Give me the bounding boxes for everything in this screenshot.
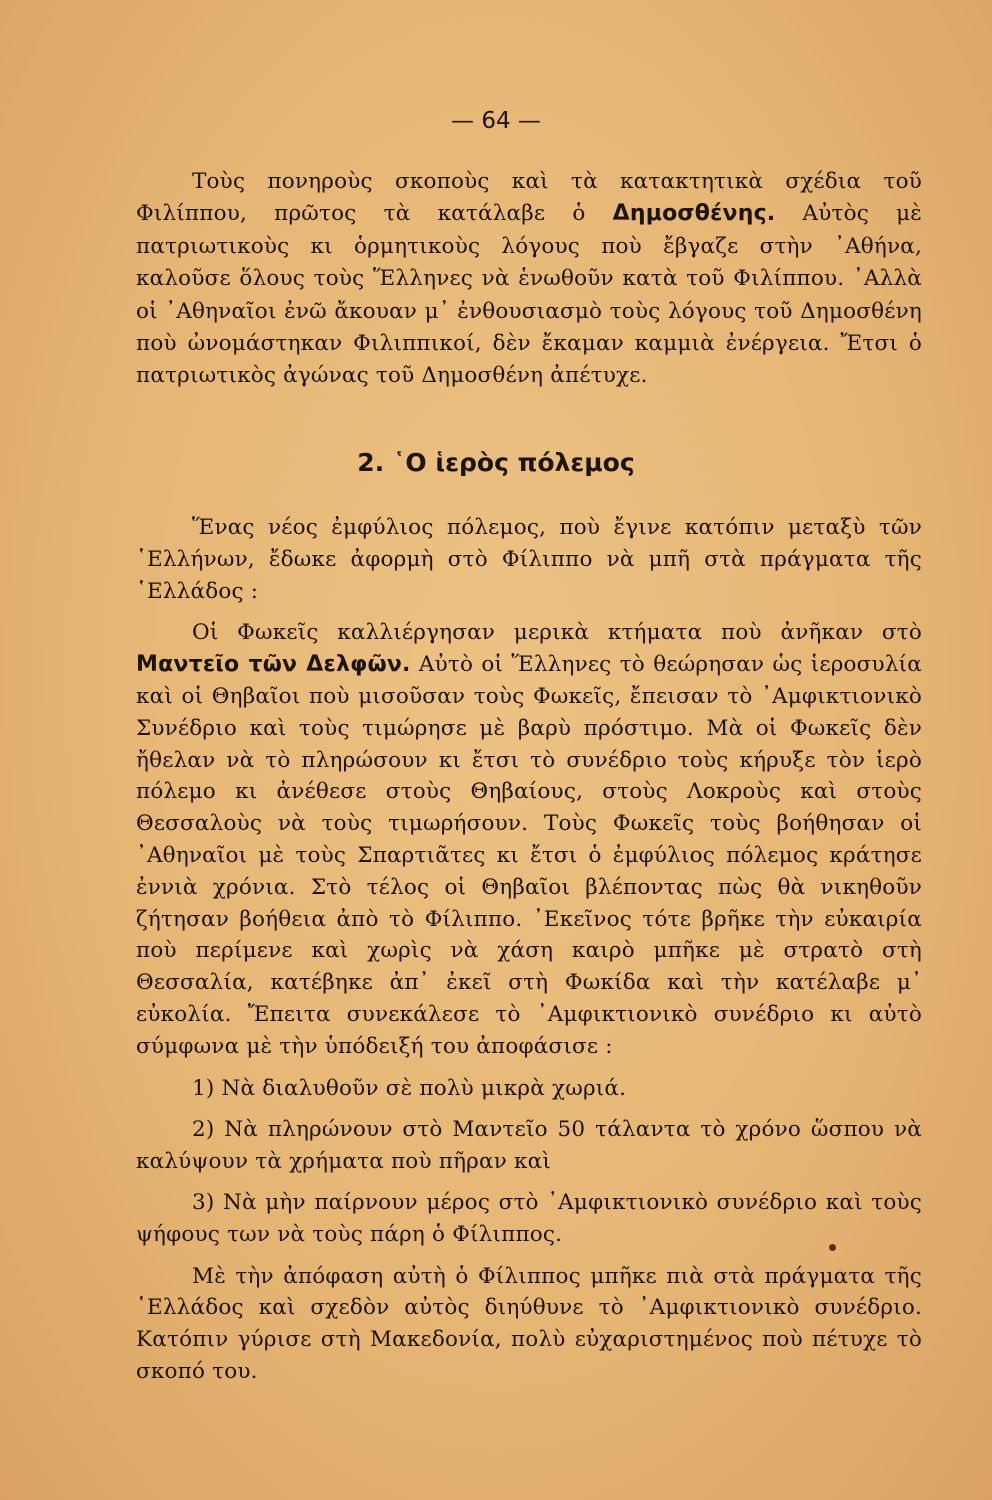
paragraph-phocians-after: Αὐτὸ οἱ Ἕλληνες τὸ θεώρησαν ὡς ἱεροσυλία καὶ οἱ Θηβαῖοι ποὺ μισοῦσαν τοὺς Φωκεῖς, ἔπεισαν τὸ ᾿Αμφικτιονικὸ Συνέδριο καὶ τοὺς τιμώρησε μὲ βαρὺ πρόστιμο. Μὰ οἱ Φωκεῖς δὲν ἤθελαν νὰ τὸ πληρώσουν κι ἔτσι τὸ συνέδριο τοὺς κήρυξε τὸν ἱερὸ πόλεμο κι ἀνέθεσε στοὺς Θηβαίους, στοὺς Λοκροὺς καὶ στοὺς Θεσσαλοὺς νὰ τοὺς τιμωρήσουν. Τοὺς Φωκεῖς τοὺς βοήθησαν οἱ ᾿Αθηναῖοι μὲ τοὺς Σπαρτιᾶτες κι ἔτσι ὁ ἐμφύλιος πόλεμος κράτησε ἐννιὰ χρόνια. Στὸ τέλος οἱ Θηβαῖοι βλέποντας πὼς θὰ νικηθοῦν ζήτησαν βοήθεια ἀπὸ τὸ Φίλιππο. ᾿Εκεῖνος τότε βρῆκε τὴν εὐκαιρία ποὺ περίμενε καὶ χωρὶς νὰ χάση καιρὸ μπῆκε μὲ στρατὸ στὴ Θεσσαλία, κατέβηκε ἀπ᾿ ἐκεῖ στὴ Φωκίδα καὶ τὴν κατέλαβε μ᾿ εὐκολία. Ἔπειτα συνεκάλεσε τὸ ᾿Αμφικτιονικὸ συνέδριο κι αὐτὸ σύμφωνα μὲ τὴν ὑπόδειξή του ἀποφάσισε :: [136, 652, 922, 1059]
intro-text-after: Αὐτὸς μὲ πατριωτικοὺς κι ὁρμητικοὺς λόγους ποὺ ἔβγαζε στὴν ᾿Αθήνα, καλοῦσε ὅλους τοὺς Ἕλληνες νὰ ἑνωθοῦν κατὰ τοῦ Φιλίππου. ᾿Αλλὰ οἱ ᾿Αθηναῖοι ἐνῶ ἄκουαν μ᾿ ἐνθουσιασμὸ τοὺς λόγους τοῦ Δημοσθένη ποὺ ὠνομάστηκαν Φιλιππικοί, δὲν ἔκαμαν καμμιὰ ἐνέργεια. Ἔτσι ὁ πατριωτικὸς ἀγώνας τοῦ Δημοσθένη ἀπέτυχε.: [136, 201, 922, 389]
paragraph-phocians-before: Οἱ Φωκεῖς καλλιέργησαν μερικὰ κτήματα ποὺ ἀνῆκαν στὸ: [192, 620, 922, 646]
intro-paragraph: [136, 166, 922, 393]
paragraph-phocians-emphasis: Μαντεῖο τῶν Δελφῶν.: [136, 652, 411, 678]
list-item-2: 2) Νὰ πληρώνουν στὸ Μαντεῖο 50 τάλαντα τὸ χρόνο ὥσπου νὰ καλύψουν τὰ χρήματα ποὺ πῆραν καὶ: [136, 1117, 922, 1174]
paragraph-civil-war: Ἕνας νέος ἐμφύλιος πόλεμος, ποὺ ἔγινε κατόπιν μεταξὺ τῶν ῾Ελλήνων, ἔδωκε ἀφορμὴ στὸ Φίλιππο νὰ μπῆ στὰ πράγματα τῆς ῾Ελλάδος :: [136, 515, 922, 604]
intro-section: [136, 166, 922, 393]
ink-speck: [829, 1244, 836, 1251]
closing-paragraph: Μὲ τὴν ἀπόφαση αὐτὴ ὁ Φίλιππος μπῆκε πιὰ στὰ πράγματα τῆς ῾Ελλάδος καὶ σχεδὸν αὐτὸς διηύθυνε τὸ ᾿Αμφικτιονικὸ συνέδριο. Κατόπιν γύρισε στὴ Μακεδονία, πολὺ εὐχαριστημένος ποὺ πέτυχε τὸ σκοπό του.: [136, 1263, 922, 1384]
list-item-1: 1) Νὰ διαλυθοῦν σὲ πολὺ μικρὰ χωριά.: [192, 1075, 627, 1101]
section-body: [136, 512, 922, 1388]
list-item-3: 3) Νὰ μὴν παίρνουν μέρος στὸ ᾿Αμφικτιονικὸ συνέδριο καὶ τοὺς ψήφους των νὰ τοὺς πάρη ὁ Φίλιππος.: [136, 1190, 922, 1247]
paragraph-phocians: [136, 617, 922, 1062]
section-heading: 2. ῾Ο ἱερὸς πόλεμος: [357, 448, 635, 477]
intro-text-before: Τοὺς πονηροὺς σκοποὺς καὶ τὰ κατακτητικὰ σχέδια τοῦ Φιλίππου, πρῶτος τὰ κατάλαβε ὁ: [136, 169, 922, 227]
intro-emphasis: Δημοσθένης.: [612, 201, 776, 227]
page-number: — 64 —: [451, 108, 541, 134]
